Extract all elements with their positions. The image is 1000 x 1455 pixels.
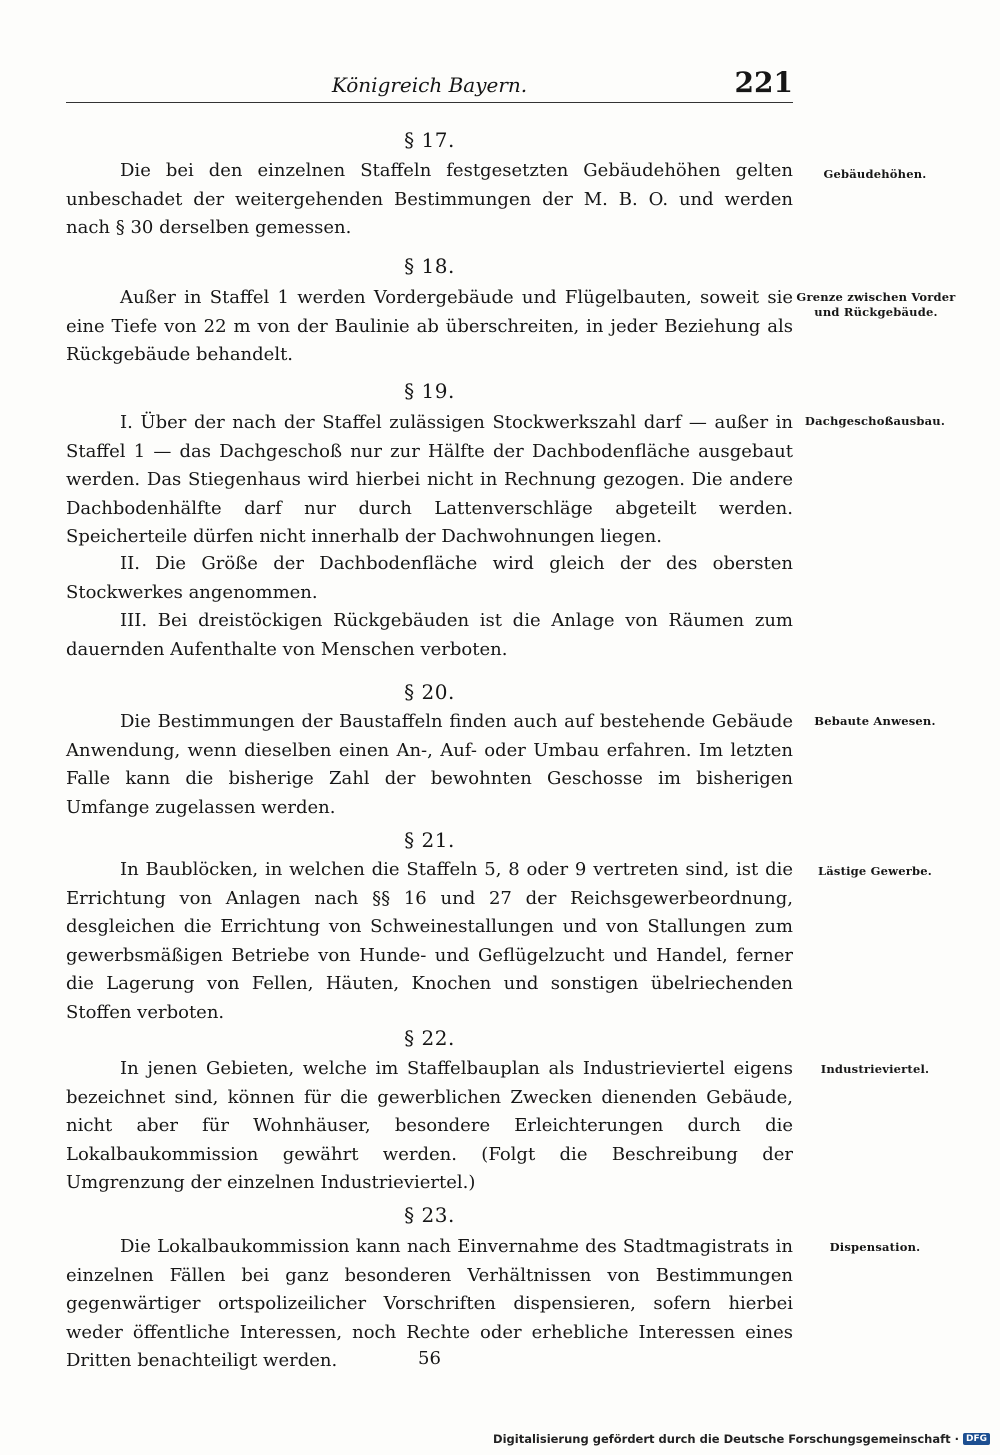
running-head bbox=[66, 68, 793, 103]
section-heading-18: § 18. bbox=[404, 254, 455, 278]
section-heading-19: § 19. bbox=[404, 379, 455, 403]
section-heading-21: § 21. bbox=[404, 828, 455, 852]
margin-note-23: Dispensation. bbox=[829, 1240, 921, 1254]
section-heading-17: § 17. bbox=[404, 128, 455, 152]
section-text-19-iii: III. Bei dreistöckigen Rückgebäuden ist die Anlage von Räumen zum dauernden Aufenthalte von Menschen verboten. bbox=[66, 610, 793, 660]
section-heading-22: § 22. bbox=[404, 1026, 455, 1050]
digitization-footer bbox=[493, 1432, 990, 1446]
section-text-18: Außer in Staffel 1 werden Vordergebäude und Flügelbauten, soweit sie eine Tiefe von 22 m von der Baulinie ab überschreiten, in jeder Beziehung als Rückgebäude behandelt. bbox=[66, 287, 793, 365]
page-number: 221 bbox=[734, 66, 793, 99]
margin-note-18: Grenze zwischen Vorder und Rückgebäude. bbox=[796, 290, 956, 319]
section-text-23: Die Lokalbaukommission kann nach Einvernahme des Stadtmagistrats in einzelnen Fällen bei ganz besonderen Verhältnissen von Bestimmungen gegenwärtiger ortspolizeilicher Vorschriften dispensieren, sofern hierbei weder öffentliche Interessen, noch Rechte oder erhebliche Interessen eines Dritten benachteiligt werden. bbox=[66, 1236, 793, 1371]
section-text-17: Die bei den einzelnen Staffeln festgesetzten Gebäudehöhen gelten unbeschadet der weitergehenden Bestimmungen der M. B. O. und werden nach § 30 derselben gemessen. bbox=[66, 160, 793, 238]
dfg-logo: DFG bbox=[963, 1433, 990, 1445]
margin-note-19: Dachgeschoßausbau. bbox=[804, 414, 946, 428]
margin-note-20: Bebaute Anwesen. bbox=[814, 714, 936, 728]
section-heading-23: § 23. bbox=[404, 1203, 455, 1227]
section-text-19-i: I. Über der nach der Staffel zulässigen Stockwerkszahl darf — außer in Staffel 1 — das Dachgeschoß nur zur Hälfte der Dachbodenfläche ausgebaut werden. Das Stiegenhaus wird hierbei nicht in Rechnung gezogen. Die andere Dachbodenhälfte darf nur durch Lattenverschläge abgeteilt werden. Speicherteile dürfen nicht innerhalb der Dachwohnungen liegen. bbox=[66, 412, 793, 547]
section-text-19-ii: II. Die Größe der Dachbodenfläche wird gleich der des obersten Stockwerkes angenommen. bbox=[66, 553, 793, 603]
footer-text: Digitalisierung gefördert durch die Deutsche Forschungsgemeinschaft · bbox=[493, 1432, 959, 1446]
section-heading-20: § 20. bbox=[404, 680, 455, 704]
margin-note-17: Gebäudehöhen. bbox=[823, 167, 927, 181]
signature-mark: 56 bbox=[418, 1348, 441, 1369]
margin-note-21: Lästige Gewerbe. bbox=[817, 864, 933, 878]
section-text-20: Die Bestimmungen der Baustaffeln finden auch auf bestehende Gebäude Anwendung, wenn dieselben einen An-, Auf- oder Umbau erfahren. Im letzten Falle kann die bisherige Zahl der bewohnten Geschosse im bisherigen Umfange zugelassen werden. bbox=[66, 711, 793, 818]
section-text-21: In Baublöcken, in welchen die Staffeln 5, 8 oder 9 vertreten sind, ist die Errichtung von Anlagen nach §§ 16 und 27 der Reichsgewerbeordnung, desgleichen die Errichtung von Schweinestallungen und von Stallungen zum gewerbsmäßigen Betriebe von Hunde- und Geflügelzucht und Handel, ferner die Lagerung von Fellen, Häuten, Knochen und sonstigen übelriechenden Stoffen verboten. bbox=[66, 859, 793, 1023]
margin-note-22: Industrieviertel. bbox=[820, 1062, 930, 1076]
section-text-22: In jenen Gebieten, welche im Staffelbauplan als Industrieviertel eigens bezeichnet sind, können für die gewerblichen Zwecken dienenden Gebäude, nicht aber für Wohnhäuser, besondere Erleichterungen durch die Lokalbaukommission gewährt werden. (Folgt die Beschreibung der Umgrenzung der einzelnen Industrieviertel.) bbox=[66, 1058, 793, 1193]
running-title: Königreich Bayern. bbox=[331, 73, 528, 97]
